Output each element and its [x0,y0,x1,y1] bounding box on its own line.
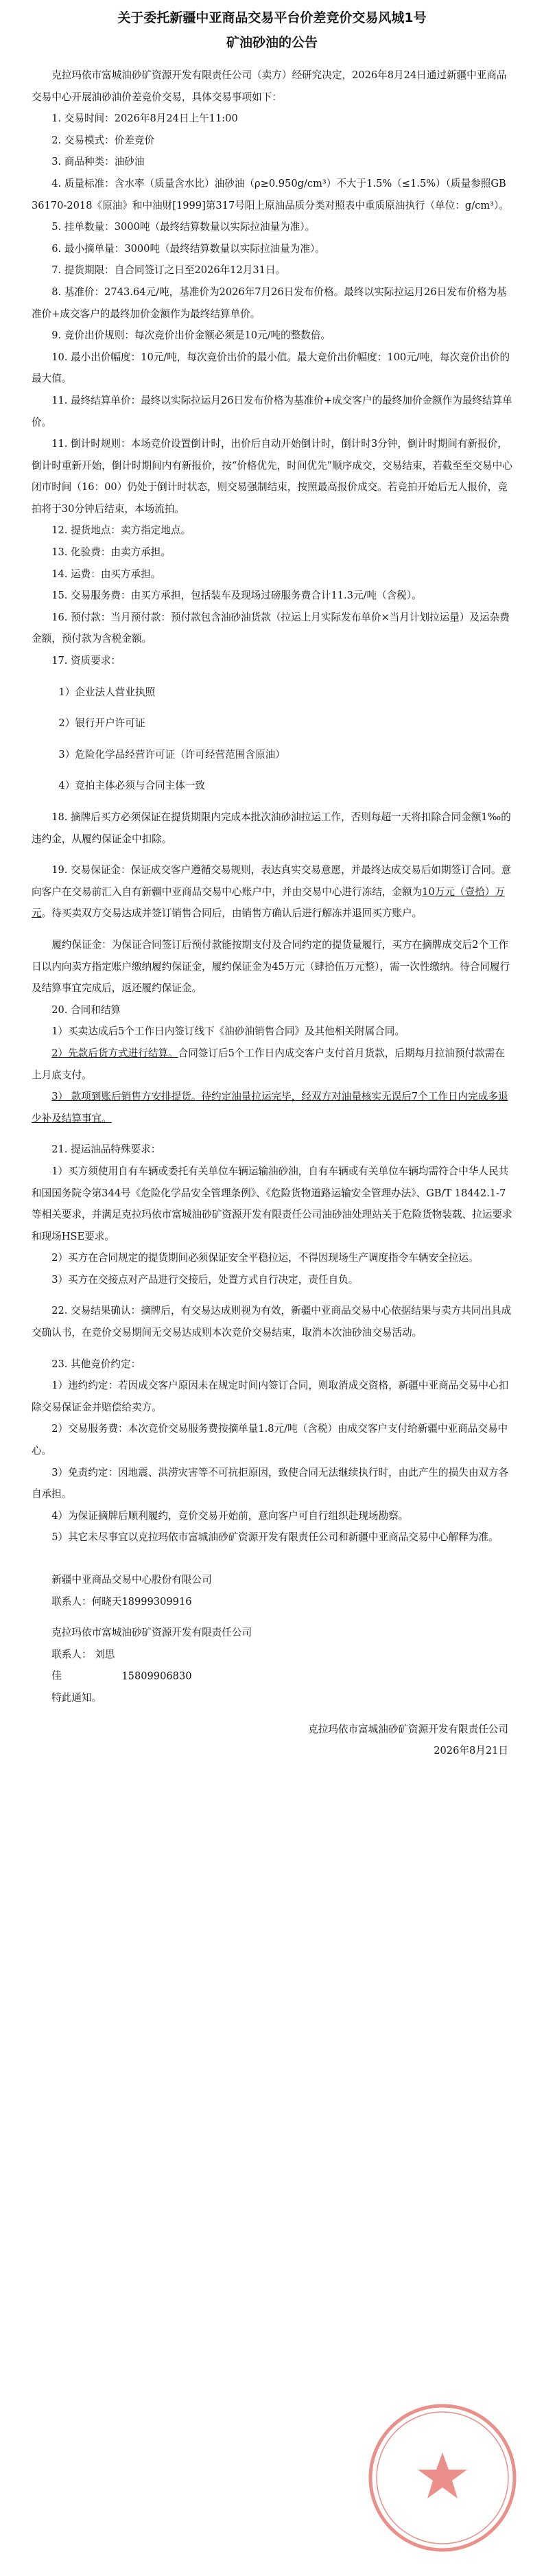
signature-2-contact [32,1644,512,1687]
contract-1: 1）买卖达成后5个工作日内签订线下《油砂油销售合同》及其他相关附属合同。 [51,1025,405,1038]
signature-1-phone: 18999309916 [121,1595,192,1608]
notice-title [32,5,512,55]
qualification-4: 4）竞拍主体必须与合同主体一致 [58,780,206,792]
item-21: 21. 提运油品特殊要求： [51,1144,161,1156]
contract-2-text: 合同签订后5个工作日内成交客户支付首月货款，后期每月拉油预付款需在上月底支付。 [32,1047,505,1081]
closing-notice: 特此通知。 [51,1691,102,1704]
item-4: 4. 质量标准：含水率（质量含水比）油砂油（ρ≥0.950g/cm³）不大于1.5%（≤1.5%）（质量参照GB 36170-2018《原油》和中油财[1999]第317号阳上原油品质分类对照表中重质原油执行（单位：g/cm³）。 [32,177,509,211]
title-line-2: 矿油砂油的公告 [226,35,318,50]
special-1: 1）买方须使用自有车辆或委托有关单位车辆运输油砂油，自有车辆或有关单位车辆均需符合中华人民共和国国务院令第344号《危险化学品安全管理条例》、《危险货物道路运输安全管理办法》、GB/T 18442.1-7等相关要求，并满足克拉玛依市富城油砂矿资源开发有限责任公司油砂油处理站关于危险货物装载、拉运要求和现场HSE要求。 [32,1165,512,1242]
company-seal-icon [364,2399,521,2557]
item-18: 18. 摘牌后买方必须保证在提货期限内完成本批次油砂油拉运工作，否则每超一天将扣除合同金额1‰的违约金，从履约保证金中扣除。 [32,811,511,845]
item-10: 10. 最小出价幅度：10元/吨，每次竞价出价的最小值。最大竞价出价幅度：100元/吨，每次竞价出价的最大值。 [32,351,510,385]
signature-2-org: 克拉玛依市富城油砂矿资源开发有限责任公司 [51,1627,252,1639]
item-23: 23. 其他竞价约定： [51,1358,141,1370]
item-8: 8. 基准价：2743.64元/吨，基准价为2026年7月26日发布价格。最终以实际拉运月26日发布价格为基准价+成交客户的最终加价金额作为最终结算单价。 [32,286,507,320]
item-13: 13. 化验费：由卖方承担。 [51,546,171,559]
item-5: 5. 挂单数量：3000吨（最终结算数量以实际拉油量为准）。 [51,221,316,233]
performance-bond: 履约保证金：为保证合同签订后预付款能按期支付及合同约定的提货量履行，买方在摘牌成交后2个工作日以内向卖方指定账户缴纳履约保证金，履约保证金为45万元（肆拾伍万元整），需一次性缴纳。待合同履行及结算事宜完成后，返还履约保证金。 [32,938,510,995]
special-3: 3）买方在交接点对产品进行交接后，处置方式自行决定，责任自负。 [51,1273,359,1286]
item-11-settlement: 11. 最终结算单价：最终以实际拉运月26日发布价格为基准价+成交客户的最终加价金额作为最终结算单价。 [32,394,512,428]
footer-date: 2026年8月21日 [434,1745,508,1757]
qualification-2: 2）银行开户许可证 [58,717,145,730]
signature-1-contact [32,1591,512,1613]
signature-1-contact-label: 联系人：何晓天 [51,1595,122,1608]
item-16: 16. 预付款：当月预付款：预付款包含油砂油货款（拉运上月实际发布单价×当月计划拉运量）及运杂费金额，预付款为含税金额。 [32,611,510,645]
item-19-end: 。待买卖双方交易达成并签订销售合同后，由销售方确认后进行解冻并退回买方账户。 [41,907,423,920]
signature-2-phone: 15809906830 [121,1670,192,1682]
special-2: 2）买方在合同规定的提货期间必须保证安全平稳拉运，不得因现场生产调度指令车辆安全拉运。 [51,1252,479,1264]
item-1: 1. 交易时间：2026年8月24日上午11:00 [51,113,238,125]
contract-2 [32,1043,512,1086]
signature-2-contact-label: 联系人： 刘思佳 [51,1648,115,1682]
item-19-amount: 10万元（壹拾）万元 [32,885,505,920]
contract-3-underlined: 3） 款项到账后销售方安排提货。待约定油量拉运完毕，经双方对油量核实无误后7个工作日内完成多退少补及结算事宜。 [32,1091,508,1124]
item-20: 20. 合同和结算 [51,1003,121,1016]
signature-1-org: 新疆中亚商品交易中心股份有限公司 [51,1574,212,1586]
other-4: 4）为保证摘牌后顺利履约，竞价交易开始前，意向客户可自行组织赴现场勘察。 [51,1509,409,1522]
item-9: 9. 竞价出价规则：每次竞价出价金额必须是10元/吨的整数倍。 [51,329,331,342]
item-15: 15. 交易服务费：由买方承担，包括装车及现场过磅服务费合计11.3元/吨（含税）。 [51,590,422,602]
title-line-1: 关于委托新疆中亚商品交易平台价差竞价交易风城1号 [117,10,427,25]
contract-2-underlined: 2）先款后货方式进行结算。 [51,1047,178,1059]
intro-paragraph: 克拉玛依市富城油砂矿资源开发有限责任公司（卖方）经研究决定，2026年8月24日通过新疆中亚商品交易中心开展油砂油价差竞价交易，具体交易事项如下： [32,69,507,103]
item-12: 12. 提货地点：卖方指定地点。 [51,524,191,537]
item-3: 3. 商品种类：油砂油 [51,156,145,168]
item-22: 22. 交易结果确认：摘牌后，有交易达成则视为有效，新疆中亚商品交易中心依据结果与卖方共同出具成交确认书，在竞价交易期间无交易达成则本次竞价交易结束，取消本次油砂油交易活动。 [32,1305,512,1339]
footer-org: 克拉玛依市富城油砂矿资源开发有限责任公司 [308,1723,508,1735]
item-19-text: 19. 交易保证金：保证成交客户遵循交易规则，表达真实交易意愿，并最终达成交易后如期签订合同。意向客户在交易前汇入自有新疆中亚商品交易中心账户中，并由交易中心进行冻结，金额为 [32,864,512,898]
item-14: 14. 运费：由买方承担。 [51,568,161,580]
qualification-1: 1）企业法人营业执照 [58,686,156,698]
item-6: 6. 最小摘单量：3000吨（最终结算数量以实际拉油量为准）。 [51,242,325,255]
other-5: 5）其它未尽事宜以克拉玛依市富城油砂矿资源开发有限责任公司和新疆中亚商品交易中心解释为准。 [51,1531,499,1544]
item-2: 2. 交易模式：价差竞价 [51,134,155,146]
item-7: 7. 提货期限：自合同签订之日至2026年12月31日。 [51,264,286,277]
other-3: 3）免责约定：因地震、洪涝灾害等不可抗拒原因，致使合同无法继续执行时，由此产生的损失由双方各自承担。 [32,1466,509,1500]
item-17: 17. 资质要求： [51,655,121,667]
other-1: 1）违约约定：若因成交客户原因未在规定时间内签订合同，则取消成交资格，新疆中亚商品交易中心扣除交易保证金并赔偿给卖方。 [32,1380,509,1413]
contract-3 [32,1086,512,1129]
qualification-3: 3）危险化学品经营许可证（许可经营范围含原油） [58,748,285,761]
item-11-countdown: 11. 倒计时规则：本场竞价设置倒计时，出价后自动开始倒计时，倒计时3分钟，倒计时期间有新报价，倒计时重新开始，倒计时期间内有新报价，按“价格优先，时间优先”顺序成交，交易结束，若截至至交易中心闭市时间（16：00）仍处于倒计时状态，则交易强制结束，按照最高报价成交。若竞拍开始后无人报价，竞拍将于30分钟后结束，本场流拍。 [32,438,512,515]
item-19 [32,859,512,925]
other-2: 2）交易服务费：本次竞价交易服务费按摘单量1.8元/吨（含税）由成交客户支付给新疆中亚商品交易中心。 [32,1423,508,1457]
